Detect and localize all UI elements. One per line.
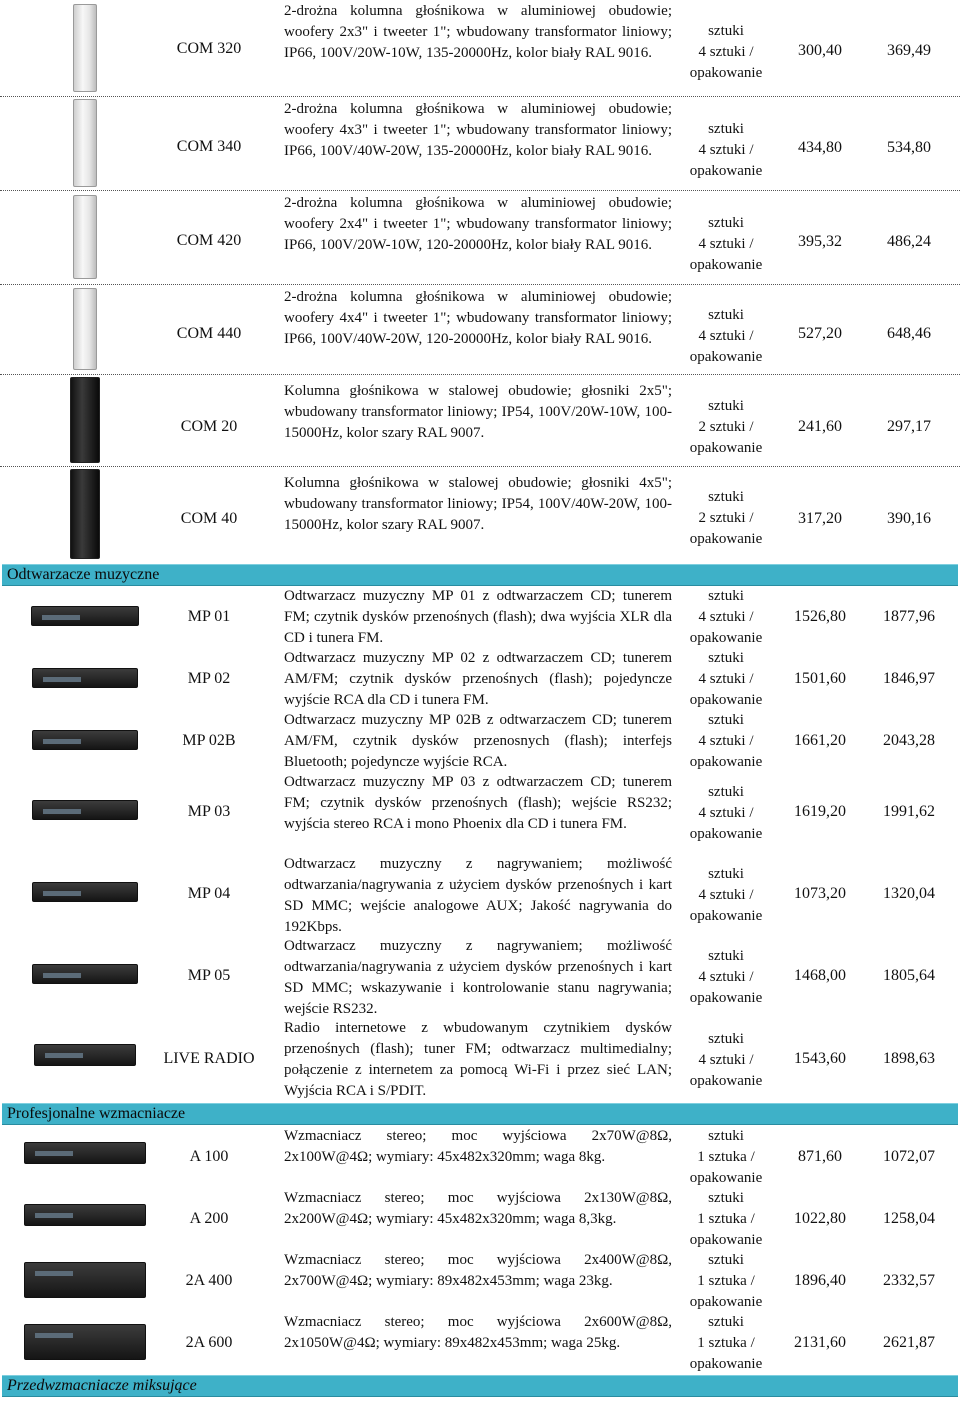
- price-net: 317,20: [798, 510, 842, 527]
- product-image: [10, 668, 160, 688]
- product-image: [10, 98, 160, 188]
- product-code: MP 02: [187, 670, 231, 687]
- product-code: COM 20: [180, 418, 238, 435]
- product-code: MP 03: [187, 803, 231, 820]
- product-row-mp01: [0, 586, 960, 648]
- product-row-com420: [0, 190, 960, 284]
- product-code: COM 40: [180, 510, 238, 527]
- product-description: Wzmacniacz stereo; moc wyjściowa 2x130W@8Ω, 2x200W@4Ω; wymiary: 45x482x320mm; waga 8,3kg.: [284, 1190, 672, 1227]
- price-net: 1073,20: [794, 885, 846, 902]
- quantity: sztuki 4 sztuki / opakowanie: [689, 215, 763, 273]
- section-header-preamps: Przedwzmacniacze miksujące: [2, 1375, 958, 1397]
- product-code: MP 04: [187, 885, 231, 902]
- product-row-mp04: [0, 854, 960, 936]
- price-net: 1619,20: [794, 803, 846, 820]
- product-description: Odtwarzacz muzyczny z nagrywaniem; możliwość odtwarzania/nagrywania z użyciem dysków przenośnych i kart SD MMC; wskazywanie i kontrolowanie stanu nagrywania; wejście RS232.: [284, 938, 672, 1017]
- price-net: 527,20: [798, 325, 842, 342]
- product-row-com20: [0, 374, 960, 466]
- product-row-live-radio: [0, 1018, 960, 1102]
- price-gross: 369,49: [887, 42, 931, 59]
- row-divider: [0, 466, 960, 467]
- price-gross: 1846,97: [883, 670, 935, 687]
- price-gross: 297,17: [887, 418, 931, 435]
- price-net: 434,80: [798, 139, 842, 156]
- section-header-amplifiers: Profesjonalne wzmacniacze: [2, 1103, 958, 1125]
- price-gross: 1898,63: [883, 1050, 935, 1067]
- product-description: Odtwarzacz muzyczny MP 02B z odtwarzaczem CD; tunerem AM/FM, czytnik dysków przenosnych (flash); interfejs Bluetooth; pojedyncze wyjście RCA.: [284, 712, 672, 770]
- price-gross: 648,46: [887, 325, 931, 342]
- price-net: 241,60: [798, 418, 842, 435]
- price-gross: 1991,62: [883, 803, 935, 820]
- product-code: LIVE RADIO: [163, 1050, 255, 1067]
- product-row-2a600: [0, 1312, 960, 1374]
- quantity: sztuki 1 sztuka / opakowanie: [689, 1314, 763, 1372]
- product-description: Kolumna głośnikowa w stalowej obudowie; głosniki 2x5"; wbudowany transformator liniowy; IP54, 100V/20W-10W, 100-15000Hz, kolor szary RAL 9007.: [284, 383, 672, 441]
- product-description: Wzmacniacz stereo; moc wyjściowa 2x600W@8Ω, 2x1050W@4Ω; wymiary: 89x482x453mm; waga 25kg.: [284, 1314, 672, 1351]
- product-description: Radio internetowe z wbudowanym czytnikiem dysków przenośnych (flash); tuner FM; odtwarzacz multimedialny; połączenie z internetem za pomocą Wi-Fi i przez sieć LAN; Wyjścia RCA i S/PDIT.: [284, 1020, 672, 1099]
- price-gross: 390,16: [887, 510, 931, 527]
- product-row-com340: [0, 96, 960, 190]
- price-gross: 1320,04: [883, 885, 935, 902]
- product-row-a200: [0, 1188, 960, 1250]
- quantity: sztuki 4 sztuki / opakowanie: [689, 307, 763, 365]
- price-net: 1501,60: [794, 670, 846, 687]
- product-code: COM 420: [176, 232, 242, 249]
- product-image: [10, 730, 160, 750]
- price-net: 1526,80: [794, 608, 846, 625]
- quantity: sztuki 2 sztuki / opakowanie: [689, 398, 763, 456]
- quantity: sztuki 1 sztuka / opakowanie: [689, 1128, 763, 1186]
- product-image: [10, 1044, 160, 1066]
- price-net: 1661,20: [794, 732, 846, 749]
- product-description: Kolumna głośnikowa w stalowej obudowie; głosniki 4x5"; wbudowany transformator liniowy; IP54, 100V/40W-20W, 100-15000Hz, kolor szary RAL 9007.: [284, 475, 672, 533]
- price-gross: 1072,07: [883, 1148, 935, 1165]
- quantity: sztuki 4 sztuki / opakowanie: [689, 948, 763, 1006]
- price-gross: 486,24: [887, 233, 931, 250]
- product-image: [10, 964, 160, 984]
- quantity: sztuki 2 sztuki / opakowanie: [689, 489, 763, 547]
- product-code: MP 05: [187, 967, 231, 984]
- price-gross: 2621,87: [883, 1334, 935, 1351]
- quantity: sztuki 4 sztuki / opakowanie: [689, 121, 763, 179]
- product-code: COM 340: [176, 138, 242, 155]
- price-net: 871,60: [798, 1148, 842, 1165]
- product-image: [10, 1142, 160, 1164]
- product-row-mp03: [0, 772, 960, 854]
- price-gross: 1805,64: [883, 967, 935, 984]
- price-gross: 2332,57: [883, 1272, 935, 1289]
- quantity: sztuki 4 sztuki / opakowanie: [689, 784, 763, 842]
- price-gross: 1877,96: [883, 608, 935, 625]
- product-description: Wzmacniacz stereo; moc wyjściowa 2x400W@8Ω, 2x700W@4Ω; wymiary: 89x482x453mm; waga 23kg.: [284, 1252, 672, 1289]
- price-net: 1543,60: [794, 1050, 846, 1067]
- price-gross: 2043,28: [883, 732, 935, 749]
- section-header-players: Odtwarzacze muzyczne: [2, 564, 958, 586]
- price-net: 1468,00: [794, 967, 846, 984]
- product-image: [10, 468, 160, 560]
- product-code: MP 02B: [182, 732, 236, 749]
- row-divider: [0, 190, 960, 191]
- row-divider: [0, 96, 960, 97]
- product-image: [10, 192, 160, 282]
- product-code: COM 440: [176, 325, 242, 342]
- product-description: 2-drożna kolumna głośnikowa w aluminiowej obudowie; woofery 2x3" i tweeter 1"; wbudowany transformator liniowy; IP66, 100V/20W-10W, 135-20000Hz, kolor biały RAL 9016.: [284, 3, 672, 61]
- product-image: [10, 882, 160, 902]
- product-description: Odtwarzacz muzyczny MP 02 z odtwarzaczem CD; tunerem AM/FM; czytnik dysków przenośnych (flash); pojedyncze wyjście RCA dla CD i tunera FM.: [284, 650, 672, 708]
- product-description: 2-drożna kolumna głośnikowa w aluminiowej obudowie; woofery 2x4" i tweeter 1"; wbudowany transformator liniowy; IP66, 100V/20W-10W, 120-20000Hz, kolor biały RAL 9016.: [284, 195, 672, 253]
- product-row-mp05: [0, 936, 960, 1018]
- product-image: [10, 1204, 160, 1226]
- product-row-com40: [0, 466, 960, 562]
- product-image: [10, 286, 160, 372]
- product-code: A 100: [189, 1148, 229, 1165]
- row-divider: [0, 284, 960, 285]
- product-code: 2A 600: [185, 1334, 233, 1351]
- price-net: 395,32: [798, 233, 842, 250]
- product-row-mp02: [0, 648, 960, 710]
- product-row-com440: [0, 284, 960, 374]
- product-image: [10, 2, 160, 94]
- quantity: sztuki 4 sztuki / opakowanie: [689, 23, 763, 81]
- product-image: [10, 800, 160, 820]
- product-row-mp02b: [0, 710, 960, 772]
- product-image: [10, 606, 160, 626]
- quantity: sztuki 4 sztuki / opakowanie: [689, 588, 763, 646]
- product-description: 2-drożna kolumna głośnikowa w aluminiowej obudowie; woofery 4x3" i tweeter 1"; wbudowany transformator liniowy; IP66, 100V/40W-20W, 135-20000Hz, kolor biały RAL 9016.: [284, 101, 672, 159]
- product-description: Odtwarzacz muzyczny MP 01 z odtwarzaczem CD; tunerem FM; czytnik dysków przenośnych (flash); dwa wyjścia XLR dla CD i tunera FM.: [284, 588, 672, 646]
- price-net: 2131,60: [794, 1334, 846, 1351]
- product-code: A 200: [189, 1210, 229, 1227]
- product-image: [10, 1262, 160, 1298]
- product-description: Wzmacniacz stereo; moc wyjściowa 2x70W@8Ω, 2x100W@4Ω; wymiary: 45x482x320mm; waga 8kg.: [284, 1128, 672, 1165]
- product-code: MP 01: [187, 608, 231, 625]
- row-divider: [0, 374, 960, 375]
- product-code: 2A 400: [185, 1272, 233, 1289]
- quantity: sztuki 1 sztuka / opakowanie: [689, 1252, 763, 1310]
- product-row-a100: [0, 1126, 960, 1188]
- price-net: 300,40: [798, 42, 842, 59]
- quantity: sztuki 4 sztuki / opakowanie: [689, 712, 763, 770]
- quantity: sztuki 4 sztuki / opakowanie: [689, 650, 763, 708]
- product-image: [10, 1324, 160, 1360]
- product-description: Odtwarzacz muzyczny z nagrywaniem; możliwość odtwarzania/nagrywania z użyciem dysków przenośnych i kart SD MMC; wejście analogowe AUX; Jakość nagrywania do 192Kbps.: [284, 856, 672, 935]
- quantity: sztuki 1 sztuka / opakowanie: [689, 1190, 763, 1248]
- product-image: [10, 376, 160, 464]
- product-description: 2-drożna kolumna głośnikowa w aluminiowej obudowie; woofery 4x4" i tweeter 1"; wbudowany transformator liniowy; IP66, 100V/40W-20W, 120-20000Hz, kolor biały RAL 9016.: [284, 289, 672, 347]
- product-description: Odtwarzacz muzyczny MP 03 z odtwarzaczem CD; tunerem FM; czytnik dysków przenośnych (flash); wejście RS232; wyjścia stereo RCA i mono Phoenix dla CD i tunera FM.: [284, 774, 672, 832]
- quantity: sztuki 4 sztuki / opakowanie: [689, 866, 763, 924]
- product-row-com320: [0, 0, 960, 96]
- quantity: sztuki 4 sztuki / opakowanie: [689, 1031, 763, 1089]
- price-gross: 534,80: [887, 139, 931, 156]
- price-net: 1896,40: [794, 1272, 846, 1289]
- product-code: COM 320: [176, 40, 242, 57]
- price-gross: 1258,04: [883, 1210, 935, 1227]
- price-net: 1022,80: [794, 1210, 846, 1227]
- product-row-2a400: [0, 1250, 960, 1312]
